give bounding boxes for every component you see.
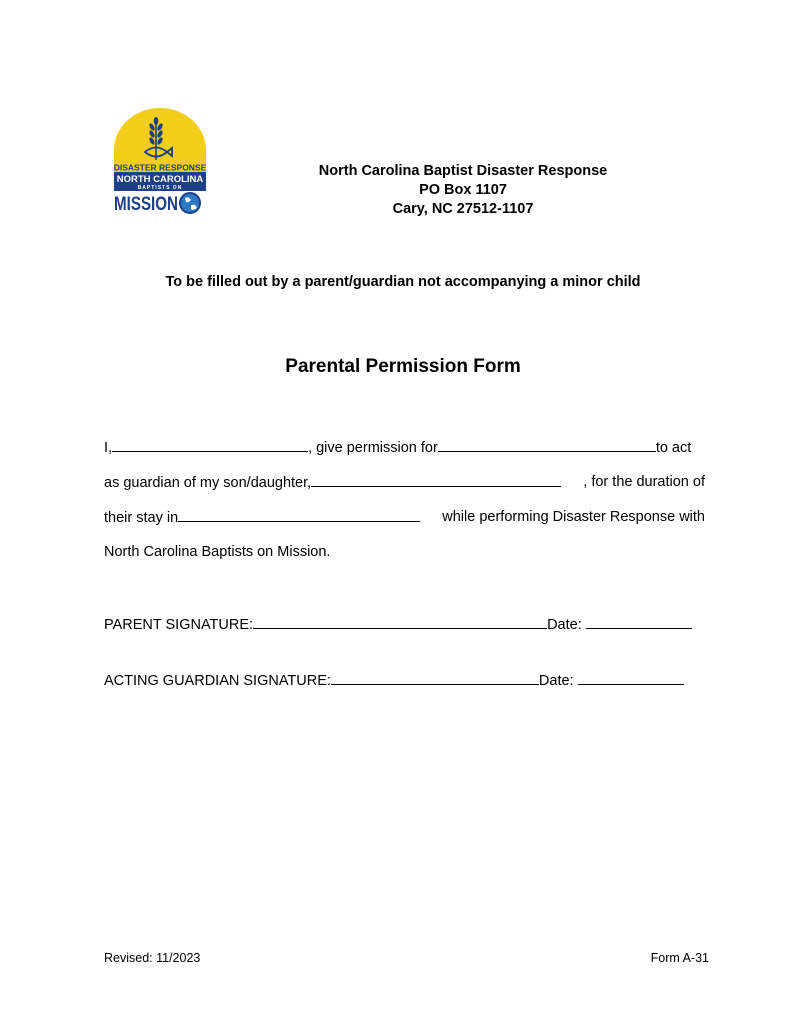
- parent-name-blank[interactable]: [112, 436, 308, 452]
- guardian-date-blank[interactable]: [578, 669, 684, 685]
- permission-text: , give permission for: [308, 440, 438, 456]
- globe-icon: [180, 193, 200, 213]
- permission-line-3: [104, 506, 705, 528]
- parent-date-blank[interactable]: [586, 613, 692, 629]
- nc-baptists-on-mission-logo: [111, 108, 209, 214]
- location-blank[interactable]: [178, 506, 420, 522]
- guardian-signature-blank[interactable]: [331, 669, 539, 685]
- revised-date: Revised: 11/2023: [104, 951, 201, 965]
- permission-line-1: [104, 436, 705, 458]
- guardian-name-blank[interactable]: [438, 436, 656, 452]
- form-number: Form A-31: [650, 951, 709, 965]
- permission-text: I,: [104, 440, 113, 456]
- guardian-signature-label: ACTING GUARDIAN SIGNATURE:: [104, 673, 331, 689]
- form-instruction: To be filled out by a parent/guardian not accompanying a minor child: [165, 274, 641, 290]
- permission-text: while performing Disaster Response with: [442, 509, 705, 525]
- address-line-2: Cary, NC 27512-1107: [392, 201, 534, 217]
- parent-signature-label: PARENT SIGNATURE:: [104, 617, 254, 633]
- permission-line-2: [104, 471, 705, 493]
- guardian-signature-row: [104, 669, 684, 692]
- permission-text: to act: [655, 440, 692, 456]
- permission-text: , for the duration of: [583, 474, 705, 490]
- logo-line2: BAPTISTS ON: [137, 185, 183, 191]
- address-line-1: PO Box 1107: [419, 182, 507, 198]
- permission-line-4: North Carolina Baptists on Mission.: [104, 544, 331, 560]
- organization-name: North Carolina Baptist Disaster Response: [318, 163, 608, 179]
- form-title: Parental Permission Form: [285, 356, 521, 377]
- logo-banner-text: DISASTER RESPONSE: [113, 162, 207, 173]
- permission-text: their stay in: [104, 506, 420, 528]
- organization-address-block: [260, 162, 666, 219]
- date-label: Date:: [538, 673, 574, 689]
- logo-line3: MISSION: [114, 194, 178, 214]
- logo-line1: NORTH CAROLINA: [116, 174, 204, 185]
- date-label: Date:: [547, 617, 582, 633]
- permission-text: as guardian of my son/daughter,: [104, 471, 561, 493]
- parent-signature-blank[interactable]: [253, 613, 547, 629]
- child-name-blank[interactable]: [311, 471, 561, 487]
- parent-signature-row: [104, 613, 692, 636]
